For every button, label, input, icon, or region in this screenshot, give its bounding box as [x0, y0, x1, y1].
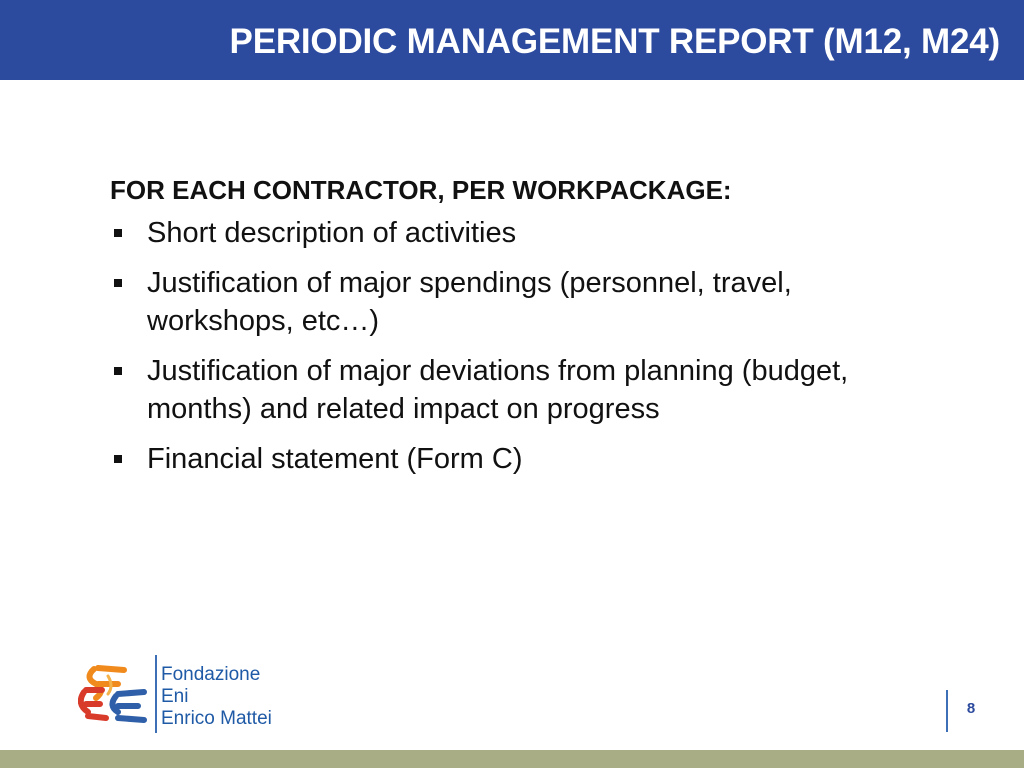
- feem-logo-icon: [78, 660, 150, 730]
- square-bullet-icon: [114, 455, 122, 463]
- bullet-item: [110, 214, 940, 252]
- bullet-text: Financial statement (Form C): [147, 443, 523, 475]
- bullet-item: [110, 264, 940, 340]
- slide-title: PERIODIC MANAGEMENT REPORT (M12, M24): [229, 22, 1000, 61]
- bullet-item: [110, 352, 940, 428]
- bullet-list: [110, 214, 940, 478]
- logo-text-line: Enrico Mattei: [161, 708, 272, 729]
- logo-divider: [155, 655, 157, 733]
- content-heading: FOR EACH CONTRACTOR, PER WORKPACKAGE:: [110, 175, 732, 205]
- title-bar: [0, 0, 1024, 80]
- bullet-text: Justification of major deviations from planning (budget, months) and related impact on progress: [147, 355, 849, 425]
- page-number-divider: [946, 690, 948, 732]
- logo-text-line: Eni: [161, 686, 189, 707]
- footer-bar: [0, 750, 1024, 768]
- logo-text-line: Fondazione: [161, 664, 261, 685]
- bullet-item: [110, 440, 940, 478]
- slide-content: [110, 170, 940, 478]
- square-bullet-icon: [114, 279, 122, 287]
- bullet-text: Justification of major spendings (personnel, travel, workshops, etc…): [147, 267, 792, 337]
- square-bullet-icon: [114, 229, 122, 237]
- feem-logo: [78, 655, 308, 735]
- square-bullet-icon: [114, 367, 122, 375]
- page-number: 8: [966, 700, 976, 717]
- bullet-text: Short description of activities: [147, 217, 517, 249]
